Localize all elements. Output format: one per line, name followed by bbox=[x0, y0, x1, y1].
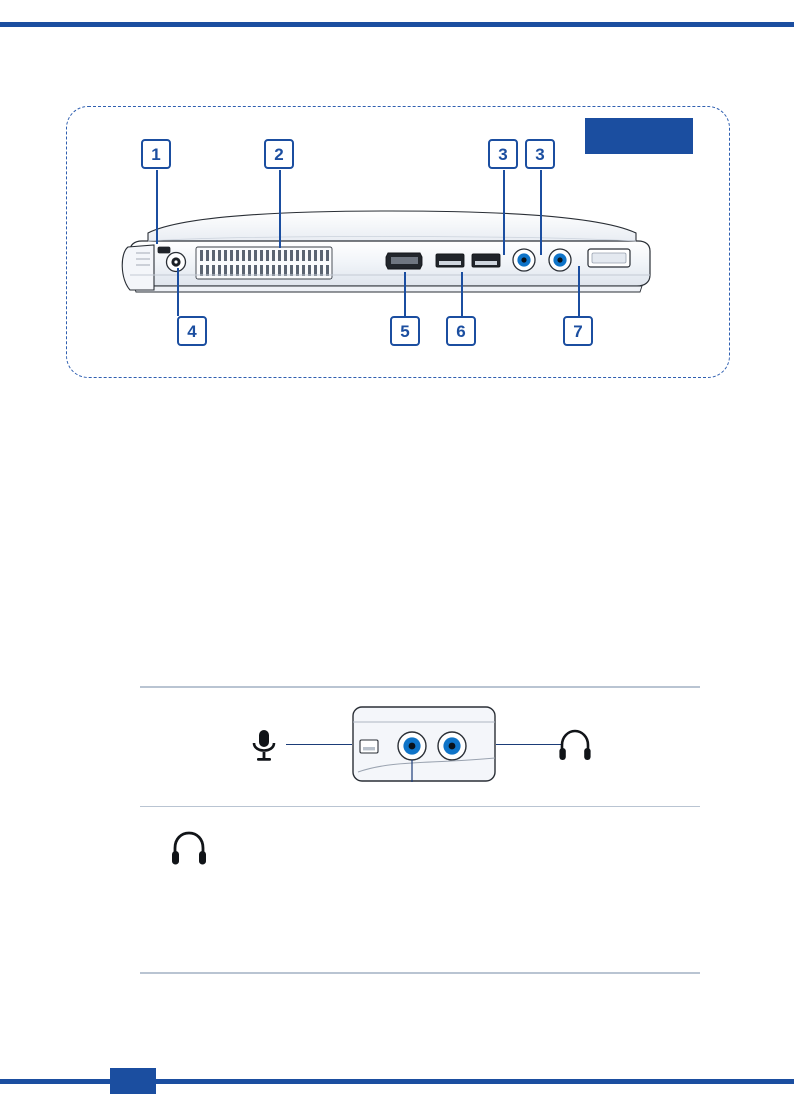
leader-line-7 bbox=[578, 266, 580, 316]
connector-line-mic bbox=[286, 744, 352, 745]
leader-line-5 bbox=[404, 272, 406, 316]
audio-jacks-closeup bbox=[352, 706, 496, 782]
leader-line-3a bbox=[503, 170, 505, 255]
page-number-tab bbox=[110, 1068, 156, 1094]
page-top-rule bbox=[0, 22, 794, 27]
callout-3a[interactable]: 3 bbox=[488, 139, 518, 169]
leader-line-1 bbox=[156, 170, 158, 244]
callout-4[interactable]: 4 bbox=[177, 316, 207, 346]
table-row bbox=[140, 688, 700, 806]
leader-line-3b bbox=[540, 170, 542, 255]
callout-3b[interactable]: 3 bbox=[525, 139, 555, 169]
callout-6[interactable]: 6 bbox=[446, 316, 476, 346]
leader-line-4 bbox=[177, 268, 179, 316]
callout-1[interactable]: 1 bbox=[141, 139, 171, 169]
callout-5[interactable]: 5 bbox=[390, 316, 420, 346]
headphone-icon bbox=[170, 829, 208, 867]
callout-7[interactable]: 7 bbox=[563, 316, 593, 346]
leader-line-2 bbox=[279, 170, 281, 248]
spec-table bbox=[140, 686, 700, 974]
headphone-icon bbox=[558, 728, 592, 762]
figure-corner-badge bbox=[585, 118, 693, 154]
microphone-icon bbox=[248, 728, 280, 762]
connector-line-headphone bbox=[496, 744, 562, 745]
table-row bbox=[140, 807, 700, 972]
leader-line-6 bbox=[461, 272, 463, 316]
table-rule-bottom bbox=[140, 972, 700, 974]
callout-2[interactable]: 2 bbox=[264, 139, 294, 169]
